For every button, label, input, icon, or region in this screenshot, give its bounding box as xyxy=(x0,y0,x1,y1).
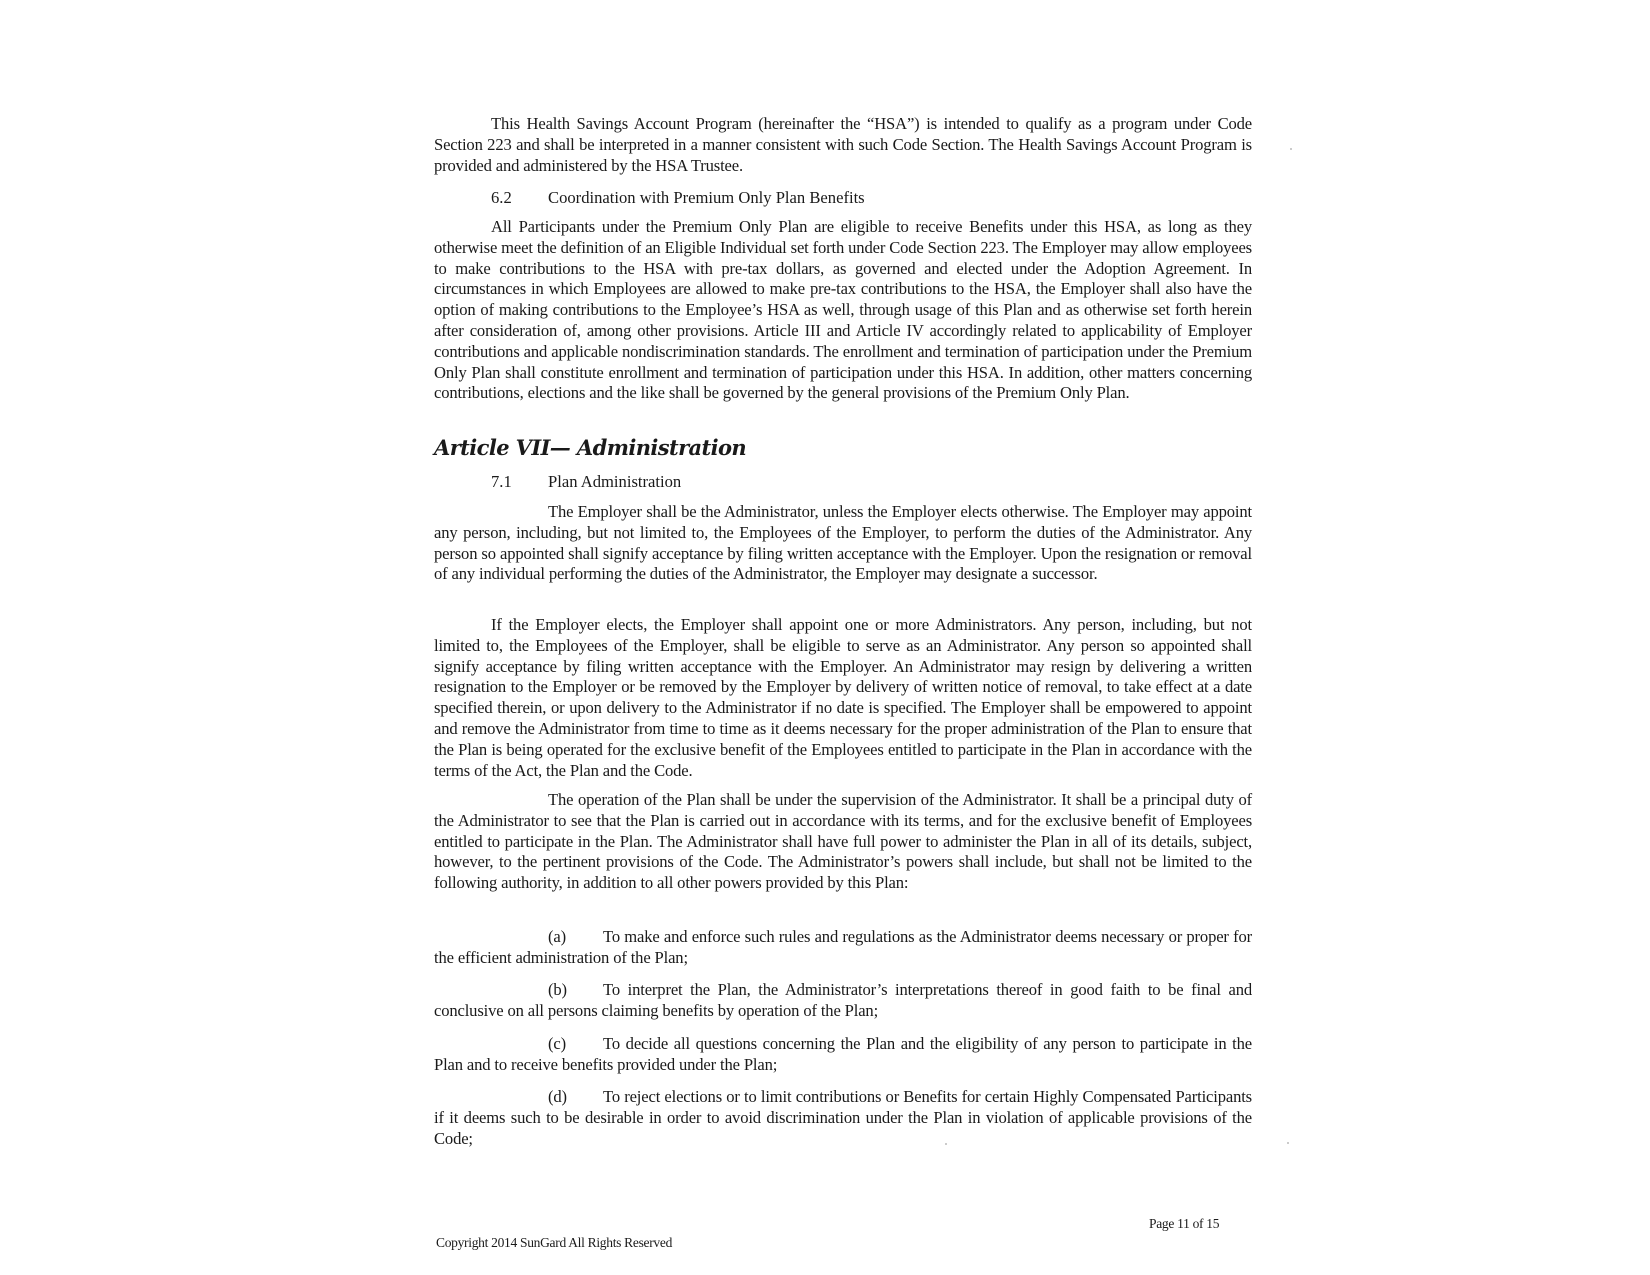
article-heading: Article VII— Administration xyxy=(434,435,747,460)
copyright: Copyright 2014 SunGard All Rights Reserved xyxy=(436,1235,673,1250)
paragraph-6-2: All Participants under the Premium Only Plan are eligible to receive Benefits under this HSA, as long as they otherwise meet the definition of an Eligible Individual set forth under Code Section 223. The Employer may allow employees to make contributions to the HSA with pre-tax dollars, as governed and elected under the Adoption Agreement. In circumstances in which Employees are allowed to make pre-tax contributions to the HSA, the Employer shall also have the option of making contributions to the Employee’s HSA as well, through usage of this Plan and as otherwise set forth herein after consideration of, among other provisions. Article III and Article IV accordingly related to applicability of Employer contributions and applicable nondiscrimination standards. The enrollment and termination of participation under the Premium Only Plan shall constitute enrollment and termination of participation under this HSA. In addition, other matters concerning contributions, elections and the like shall be governed by the general provisions of the Premium Only Plan. xyxy=(434,217,1252,403)
item-text: To interpret the Plan, the Administrator’s interpretations thereof in good faith to be final and conclusive on all persons claiming benefits by operation of the Plan; xyxy=(434,980,1252,1020)
paragraph-7-1-b: If the Employer elects, the Employer shall appoint one or more Administrators. Any person, including, but not limited to, the Employees of the Employer, shall be eligible to serve as an Administrator. Any person so appointed shall signify acceptance by filing written acceptance with the Employer. An Administrator may resign by delivering a written resignation to the Employer or be removed by the Employer by delivery of written notice of removal, to take effect at a date specified therein, or upon delivery to the Administrator if no date is specified. The Employer shall be empowered to appoint and remove the Administrator from time to time as it deems necessary for the proper administration of the Plan to ensure that the Plan is being operated for the exclusive benefit of the Employees entitled to participate in the Plan in accordance with the terms of the Act, the Plan and the Code. xyxy=(434,615,1252,780)
page-number: Page 11 of 15 xyxy=(1149,1216,1220,1231)
paragraph-7-1-c: The operation of the Plan shall be under the supervision of the Administrator. It shall be a principal duty of the Administrator to see that the Plan is carried out in accordance with its terms, and for the exclusive benefit of Employees entitled to participate in the Plan. The Administrator shall have full power to administer the Plan in all of its details, subject, however, to the pertinent provisions of the Code. The Administrator’s powers shall include, but shall not be limited to the following authority, in addition to all other powers provided by this Plan: xyxy=(434,790,1252,893)
list-item-d xyxy=(434,1087,1252,1149)
item-text: To make and enforce such rules and regulations as the Administrator deems necessary or proper for the efficient administration of the Plan; xyxy=(434,927,1252,967)
section-number: 7.1 xyxy=(491,472,512,491)
scan-speck xyxy=(945,1143,947,1145)
item-label: (a) xyxy=(548,927,566,946)
section-number: 6.2 xyxy=(491,188,512,207)
paragraph-6-1: This Health Savings Account Program (hereinafter the “HSA”) is intended to qualify as a program under Code Section 223 and shall be interpreted in a manner consistent with such Code Section. The Health Savings Account Program is provided and administered by the HSA Trustee. xyxy=(434,114,1252,175)
list-item-a xyxy=(434,927,1252,969)
section-title: Coordination with Premium Only Plan Benefits xyxy=(548,188,865,207)
item-text: To reject elections or to limit contributions or Benefits for certain Highly Compensated Participants if it deems such to be desirable in order to avoid discrimination under the Plan in violation of applicable provisions of the Code; xyxy=(434,1087,1252,1148)
item-label: (b) xyxy=(548,980,567,999)
item-text: To decide all questions concerning the Plan and the eligibility of any person to participate in the Plan and to receive benefits provided under the Plan; xyxy=(434,1034,1252,1074)
section-title: Plan Administration xyxy=(548,472,682,491)
section-6-2-heading xyxy=(491,188,865,208)
section-7-1-heading xyxy=(491,472,681,492)
scan-speck xyxy=(1287,1142,1289,1144)
paragraph-7-1-a: The Employer shall be the Administrator, unless the Employer elects otherwise. The Employer may appoint any person, including, but not limited to, the Employees of the Employer, to perform the duties of the Administrator. Any person so appointed shall signify acceptance by filing written acceptance with the Employer. Upon the resignation or removal of any individual performing the duties of the Administrator, the Employer may designate a successor. xyxy=(434,502,1252,584)
list-item-b xyxy=(434,980,1252,1022)
item-label: (d) xyxy=(548,1087,567,1106)
item-label: (c) xyxy=(548,1034,566,1053)
scan-speck xyxy=(1290,148,1292,150)
list-item-c xyxy=(434,1034,1252,1076)
